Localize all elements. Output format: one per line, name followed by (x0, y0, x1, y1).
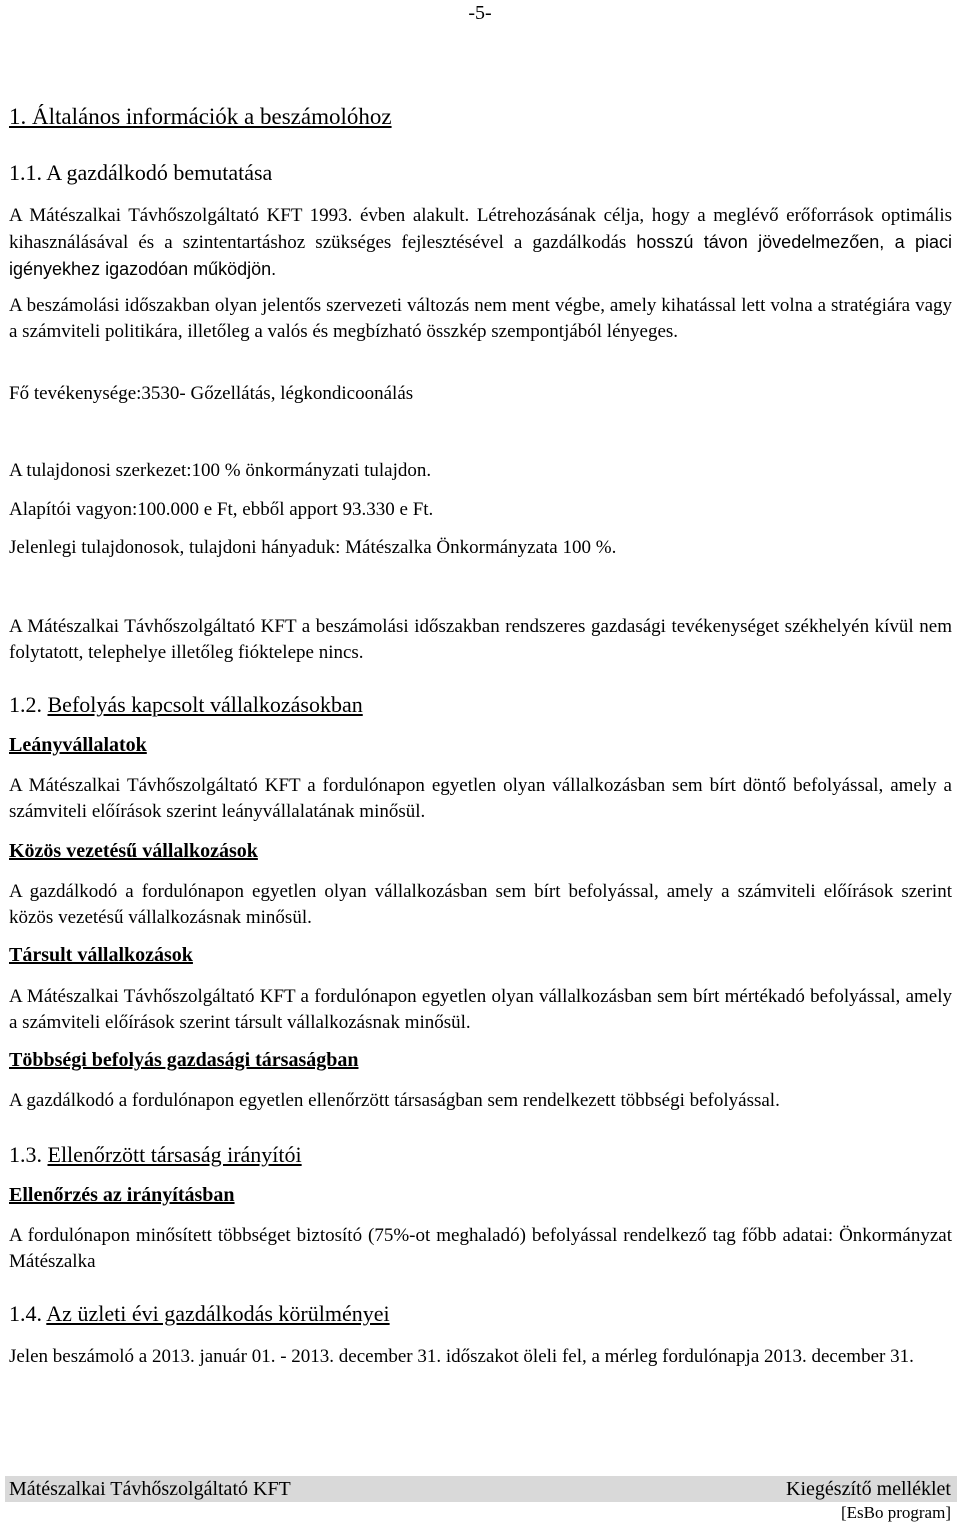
section-1-4-number: 1.4. (9, 1301, 42, 1326)
company-intro-tail: hosszú távon jövedelmezően, a piaci igényekhez igazodóan működjön. (9, 232, 952, 279)
associates-text: A Mátészalkai Távhőszolgáltató KFT a fordulónapon egyetlen olyan vállalkozásban sem bírt mértékadó befolyással, amely a számviteli előírások szerint társult vállalkozásnak minősül. (9, 986, 952, 1033)
majority-influence-title: Többségi befolyás gazdasági társaságban (9, 1049, 359, 1071)
section-1-3-title (9, 1142, 302, 1168)
main-activity: Fő tevékenysége:3530- Gőzellátás, légkondicoonálás (9, 383, 414, 404)
subsidiaries-text: A Mátészalkai Távhőszolgáltató KFT a fordulónapon egyetlen olyan vállalkozásban sem bírt döntő befolyással, amely a számviteli előírások szerint leányvállalatának minősül. (9, 775, 952, 822)
section-1-1-title: 1.1. A gazdálkodó bemutatása (9, 160, 273, 185)
section-1-3-text: Ellenőrzött társaság irányítói (47, 1142, 302, 1167)
ownership-structure: A tulajdonosi szerkezet:100 % önkormányzati tulajdon. (9, 460, 432, 481)
business-year-text: Jelen beszámoló a 2013. január 01. - 2013. december 31. időszakot öleli fel, a mérleg fordulónapja 2013. december 31. (9, 1346, 914, 1367)
section-1-title: 1. Általános információk a beszámolóhoz (9, 104, 392, 129)
page-number: -5- (468, 2, 492, 24)
current-owners: Jelenlegi tulajdonosok, tulajdoni hányaduk: Mátészalka Önkormányzata 100 %. (9, 537, 617, 558)
company-intro-lead: A Mátészalkai Távhőszolgáltató KFT 1993. évben alakult. Létrehozásának célja, hogy a meglévő erőforrások optimális kihasználásával és a szintentartáshoz szükséges fejlesztésével a gazdálkodás (9, 205, 952, 253)
footer-document-name: Kiegészítő melléklet (786, 1478, 951, 1500)
section-1-2-number: 1.2. (9, 692, 42, 717)
associates-title: Társult vállalkozások (9, 944, 193, 966)
section-1-4-title (9, 1301, 390, 1327)
section-1-2-title (9, 692, 363, 718)
section-1-4-text: Az üzleti évi gazdálkodás körülményei (46, 1301, 390, 1326)
branch-paragraph: A Mátészalkai Távhőszolgáltató KFT a beszámolási időszakban rendszeres gazdasági tevékenységet székhelyén kívül nem folytatott, telephelye illetőleg fióktelepe nincs. (9, 616, 952, 663)
majority-influence-text: A gazdálkodó a fordulónapon egyetlen ellenőrzött társaságban sem rendelkezett többségi befolyással. (9, 1090, 780, 1111)
joint-ventures-title: Közös vezetésű vállalkozások (9, 840, 258, 862)
org-change-paragraph: A beszámolási időszakban olyan jelentős szervezeti változás nem ment végbe, amely kihatással lett volna a stratégiára vagy a számviteli politikára, illetőleg a valós és megbízható összkép szempontjából lényeges. (9, 295, 952, 342)
control-title: Ellenőrzés az irányításban (9, 1184, 235, 1206)
footer-program: [EsBo program] (840, 1503, 951, 1522)
joint-ventures-text: A gazdálkodó a fordulónapon egyetlen olyan vállalkozásban sem bírt befolyással, amely a számviteli előírások szerint közös vezetésű vállalkozásnak minősül. (9, 881, 952, 928)
company-intro-paragraph (9, 203, 952, 283)
footer-company: Mátészalkai Távhőszolgáltató KFT (9, 1478, 291, 1500)
founding-capital: Alapítói vagyon:100.000 e Ft, ebből apport 93.330 e Ft. (9, 499, 434, 520)
control-text: A fordulónapon minősített többséget biztosító (75%-ot meghaladó) befolyással rendelkező tag főbb adatai: Önkormányzat Mátészalka (9, 1225, 952, 1272)
subsidiaries-title: Leányvállalatok (9, 734, 147, 756)
section-1-2-text: Befolyás kapcsolt vállalkozásokban (47, 692, 363, 717)
section-1-3-number: 1.3. (9, 1142, 42, 1167)
